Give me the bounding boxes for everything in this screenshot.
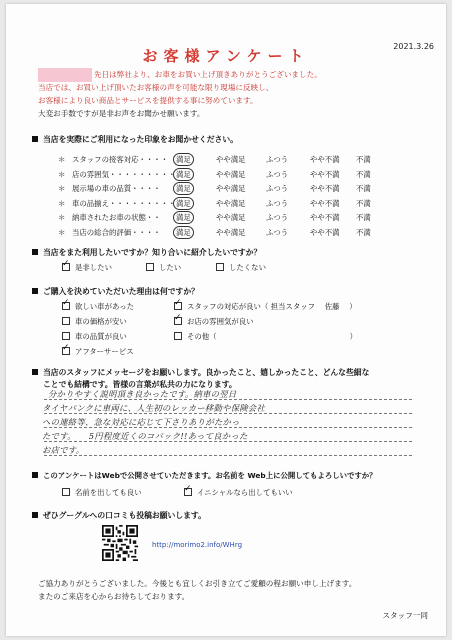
greeting-line-3: お客様により良い商品とサービスを提供する事に努めています。 xyxy=(38,96,258,105)
q1-heading xyxy=(32,134,238,145)
q3-heading xyxy=(32,286,199,297)
rating-option[interactable]: やや満足 xyxy=(216,213,246,223)
handwriting-line-5: お店です。 xyxy=(42,445,85,455)
q2-option-2[interactable]: したい xyxy=(146,262,181,273)
q3-left-2[interactable]: 車の価格が安い xyxy=(62,316,127,327)
rating-option[interactable]: ふつう xyxy=(266,169,289,179)
rating-option-selected[interactable]: 満足 xyxy=(173,153,194,166)
handwriting-line-2: タイヤパンクに車両に、人生初のレッカー移動や保険会社 xyxy=(42,403,266,413)
greeting-line-4: 大変お手数ですが是非お声をお聞かせ願います。 xyxy=(38,109,205,118)
rating-option-selected[interactable]: 満足 xyxy=(173,226,194,239)
rating-item-label: 車の品揃え・・・・・・・・・ xyxy=(72,198,176,208)
rating-option[interactable]: やや満足 xyxy=(216,155,246,164)
rating-item-label: 店の雰囲気・・・・・・・・・ xyxy=(72,169,176,179)
q5-option-2[interactable]: ✓ イニシャルなら出してもいい xyxy=(184,487,293,498)
bullet-square-icon xyxy=(32,288,38,294)
rating-option[interactable]: 不満 xyxy=(356,169,371,179)
rating-option-selected[interactable]: 満足 xyxy=(173,182,194,195)
rating-option[interactable]: やや満足 xyxy=(216,184,246,194)
q4-question-2: ことでも結構です。皆様の言葉が私共の力になります。 xyxy=(43,380,237,389)
q2-option-3[interactable]: したくない xyxy=(216,262,266,273)
q3-right-3[interactable]: その他（ ） xyxy=(174,331,357,342)
rating-item-label: 当店の総合的評価・・・・ xyxy=(72,228,161,237)
bullet-square-icon xyxy=(32,136,38,142)
rating-option[interactable]: 不満 xyxy=(356,184,371,194)
rating-option[interactable]: ふつう xyxy=(266,184,289,194)
bullet-square-icon xyxy=(32,472,38,478)
q3-right-1[interactable]: ✓スタッフの対応が良い（ 担当スタッフ 佐藤 ） xyxy=(174,301,357,312)
rating-option-selected[interactable]: 満足 xyxy=(173,168,194,181)
checkbox-icon[interactable] xyxy=(62,317,70,325)
q2-question: 当店をまた利用したいですか？知り合いに紹介したいですか？ xyxy=(43,248,262,257)
asterisk-icon: ＊ xyxy=(58,169,66,179)
rating-option[interactable]: ふつう xyxy=(266,198,289,208)
rating-option[interactable]: やや不満 xyxy=(310,184,340,194)
checkbox-checked-icon[interactable] xyxy=(62,302,70,310)
checkbox-checked-icon[interactable] xyxy=(174,302,182,310)
message-area[interactable] xyxy=(44,386,412,456)
q6-heading xyxy=(32,510,206,521)
rating-item-label: 展示場の車の品質・・・・ xyxy=(72,184,161,194)
asterisk-icon: ＊ xyxy=(58,155,66,164)
asterisk-icon: ＊ xyxy=(58,184,66,194)
q5-heading xyxy=(32,470,377,481)
closing-line-1: ご協力ありがとうございました。今後とも宜しくお引き立てご愛顧の程お願い申し上げます。 xyxy=(38,579,357,588)
q6-question: ぜひグーグルへの口コミも投稿お願いします。 xyxy=(43,511,206,520)
q3-right-2[interactable]: ✓お店の雰囲気が良い xyxy=(174,316,254,327)
handwriting-line-1: 分かりやすく説明頂き良かったです。納車の翌日 xyxy=(48,389,237,399)
bullet-square-icon xyxy=(32,369,38,375)
page-title: お客様アンケート xyxy=(142,47,310,65)
rating-option[interactable]: ふつう xyxy=(266,213,289,223)
rating-option-selected[interactable]: 満足 xyxy=(173,197,194,210)
greeting-line-2: 当店では、お買い上げ頂いたお客様の声を可能な限り現場に反映し、 xyxy=(38,83,274,92)
closing-line-2: またのご来店を心からお待ちしております。 xyxy=(38,592,190,601)
rating-item-label: スタッフの接客対応・・・・ xyxy=(72,155,169,164)
rating-item-label: 納車されたお車の状態・・ xyxy=(72,213,161,223)
asterisk-icon: ＊ xyxy=(58,198,66,208)
rating-option[interactable]: やや不満 xyxy=(310,198,340,208)
q5-option-1[interactable]: 名前を出しても良い xyxy=(62,487,142,498)
review-url-link[interactable]: http://morimo2.info/WHrg xyxy=(152,541,243,549)
rating-option[interactable]: やや不満 xyxy=(310,155,340,164)
handwriting-line-4: たです。 5円程度近くのコバック!!あって良かった xyxy=(42,431,248,441)
bullet-square-icon xyxy=(32,249,38,255)
q4-heading xyxy=(32,367,369,378)
checkbox-checked-icon[interactable] xyxy=(184,488,192,496)
ruled-line xyxy=(44,455,412,456)
q3-left-1[interactable]: ✓欲しい車があった xyxy=(62,301,134,312)
q5-question: このアンケートはWebで公開させていただきます。お名前を Web上に公開してもよろしいですか？ xyxy=(43,471,377,480)
rating-option[interactable]: ふつう xyxy=(266,155,289,164)
checkbox-icon[interactable] xyxy=(62,332,70,340)
rating-option-selected[interactable]: 満足 xyxy=(173,211,194,224)
q2-heading xyxy=(32,247,261,258)
rating-option[interactable]: やや満足 xyxy=(216,169,246,179)
rating-option[interactable]: やや満足 xyxy=(216,198,246,208)
date: 2021.3.26 xyxy=(393,42,434,51)
rating-option[interactable]: やや満足 xyxy=(216,228,246,237)
rating-option[interactable]: 不満 xyxy=(356,228,371,237)
checkbox-checked-icon[interactable] xyxy=(62,347,70,355)
handwriting-line-3: への連絡等、急な対応に応じて下さりありがたかっ xyxy=(42,417,240,427)
asterisk-icon: ＊ xyxy=(58,228,66,237)
checkbox-checked-icon[interactable] xyxy=(62,263,70,271)
q4-question-1: 当店のスタッフにメッセージをお願いします。良かったこと、嬉しかったこと、どんな些細な xyxy=(43,368,370,377)
checkbox-icon[interactable] xyxy=(62,488,70,496)
q3-left-3[interactable]: 車の品質が良い xyxy=(62,331,127,342)
checkbox-icon[interactable] xyxy=(174,332,182,340)
q3-left-4[interactable]: ✓アフターサービス xyxy=(62,346,134,357)
q1-question: 当店を実際にご利用になった印象をお聞かせください。 xyxy=(43,135,238,144)
rating-option[interactable]: やや不満 xyxy=(310,228,340,237)
bullet-square-icon xyxy=(32,512,38,518)
rating-option[interactable]: やや不満 xyxy=(310,213,340,223)
checkbox-checked-icon[interactable] xyxy=(174,317,182,325)
rating-option[interactable]: 不満 xyxy=(356,155,371,164)
checkbox-icon[interactable] xyxy=(216,263,224,271)
qr-code-icon[interactable] xyxy=(102,525,138,561)
closing-signature: スタッフ一同 xyxy=(382,611,428,620)
survey-sheet xyxy=(6,4,446,636)
asterisk-icon: ＊ xyxy=(58,213,66,223)
checkbox-icon[interactable] xyxy=(146,263,154,271)
rating-option[interactable]: やや不満 xyxy=(310,169,340,179)
rating-option[interactable]: ふつう xyxy=(266,228,289,237)
greeting-line-1: 先日は弊社より、お車をお買い上げ頂きありがとうございました。 xyxy=(94,70,322,79)
rating-option[interactable]: 不満 xyxy=(356,213,371,223)
rating-option[interactable]: 不満 xyxy=(356,198,371,208)
q3-question: ご購入を決めていただいた理由は何ですか？ xyxy=(43,287,199,296)
redacted-name xyxy=(38,68,92,82)
q2-option-1[interactable]: ✓是非したい xyxy=(62,262,112,273)
